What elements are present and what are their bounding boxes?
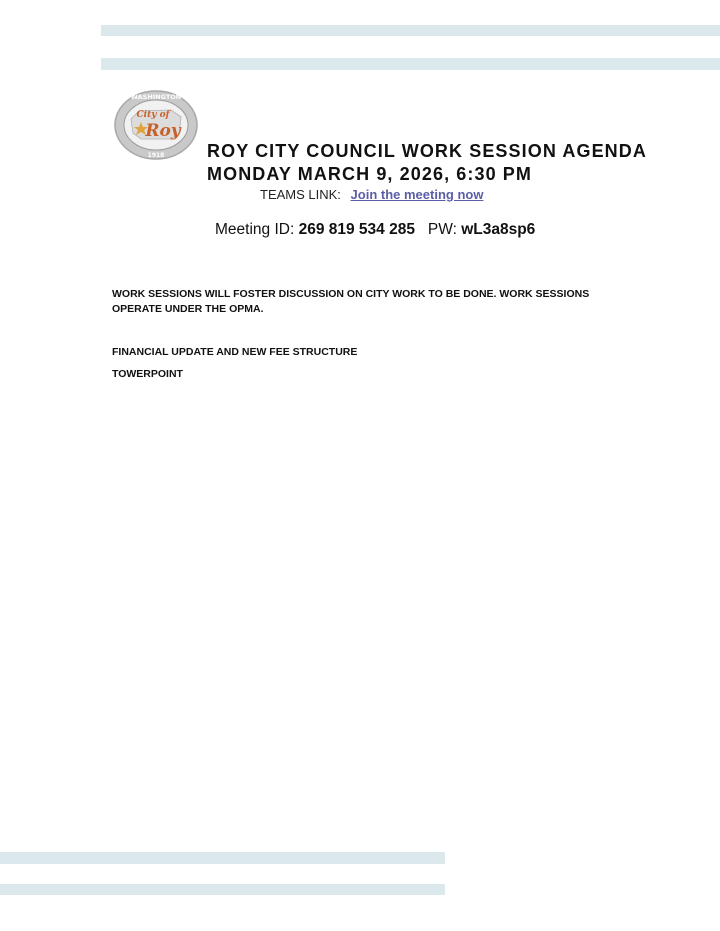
seal-name-line-1: City of: [136, 110, 170, 120]
agenda-date-time: MONDAY MARCH 9, 2026, 6:30 PM: [207, 164, 532, 184]
teams-link-row: [260, 187, 483, 202]
intro-paragraph: WORK SESSIONS WILL FOSTER DISCUSSION ON CITY WORK TO BE DONE. WORK SESSIONS OPERATE UNDER THE OPMA.: [112, 288, 590, 315]
join-meeting-link[interactable]: Join the meeting now: [350, 187, 484, 202]
teams-link-label: TEAMS LINK:: [260, 187, 341, 202]
agenda-item: FINANCIAL UPDATE AND NEW FEE STRUCTURE: [112, 346, 358, 358]
city-seal-logo: [113, 89, 199, 161]
decorative-band-bottom-1: [0, 852, 445, 864]
seal-name-line-2: Roy: [145, 121, 181, 141]
seal-ring-top-text: WASHINGTON: [130, 93, 182, 101]
password-value: wL3a8sp6: [461, 221, 536, 238]
password-label: PW:: [427, 221, 457, 238]
meeting-id-value: 269 819 534 285: [298, 221, 415, 238]
decorative-band-bottom-2: [0, 884, 445, 895]
meeting-id-label: Meeting ID:: [215, 221, 295, 238]
decorative-band-top-1: [101, 25, 720, 36]
agenda-item: TOWERPOINT: [112, 368, 183, 380]
agenda-title: ROY CITY COUNCIL WORK SESSION AGENDA: [207, 141, 647, 161]
seal-ring-bottom-text: 1918: [147, 152, 165, 159]
meeting-credentials: [215, 221, 535, 239]
decorative-band-top-2: [101, 58, 720, 70]
